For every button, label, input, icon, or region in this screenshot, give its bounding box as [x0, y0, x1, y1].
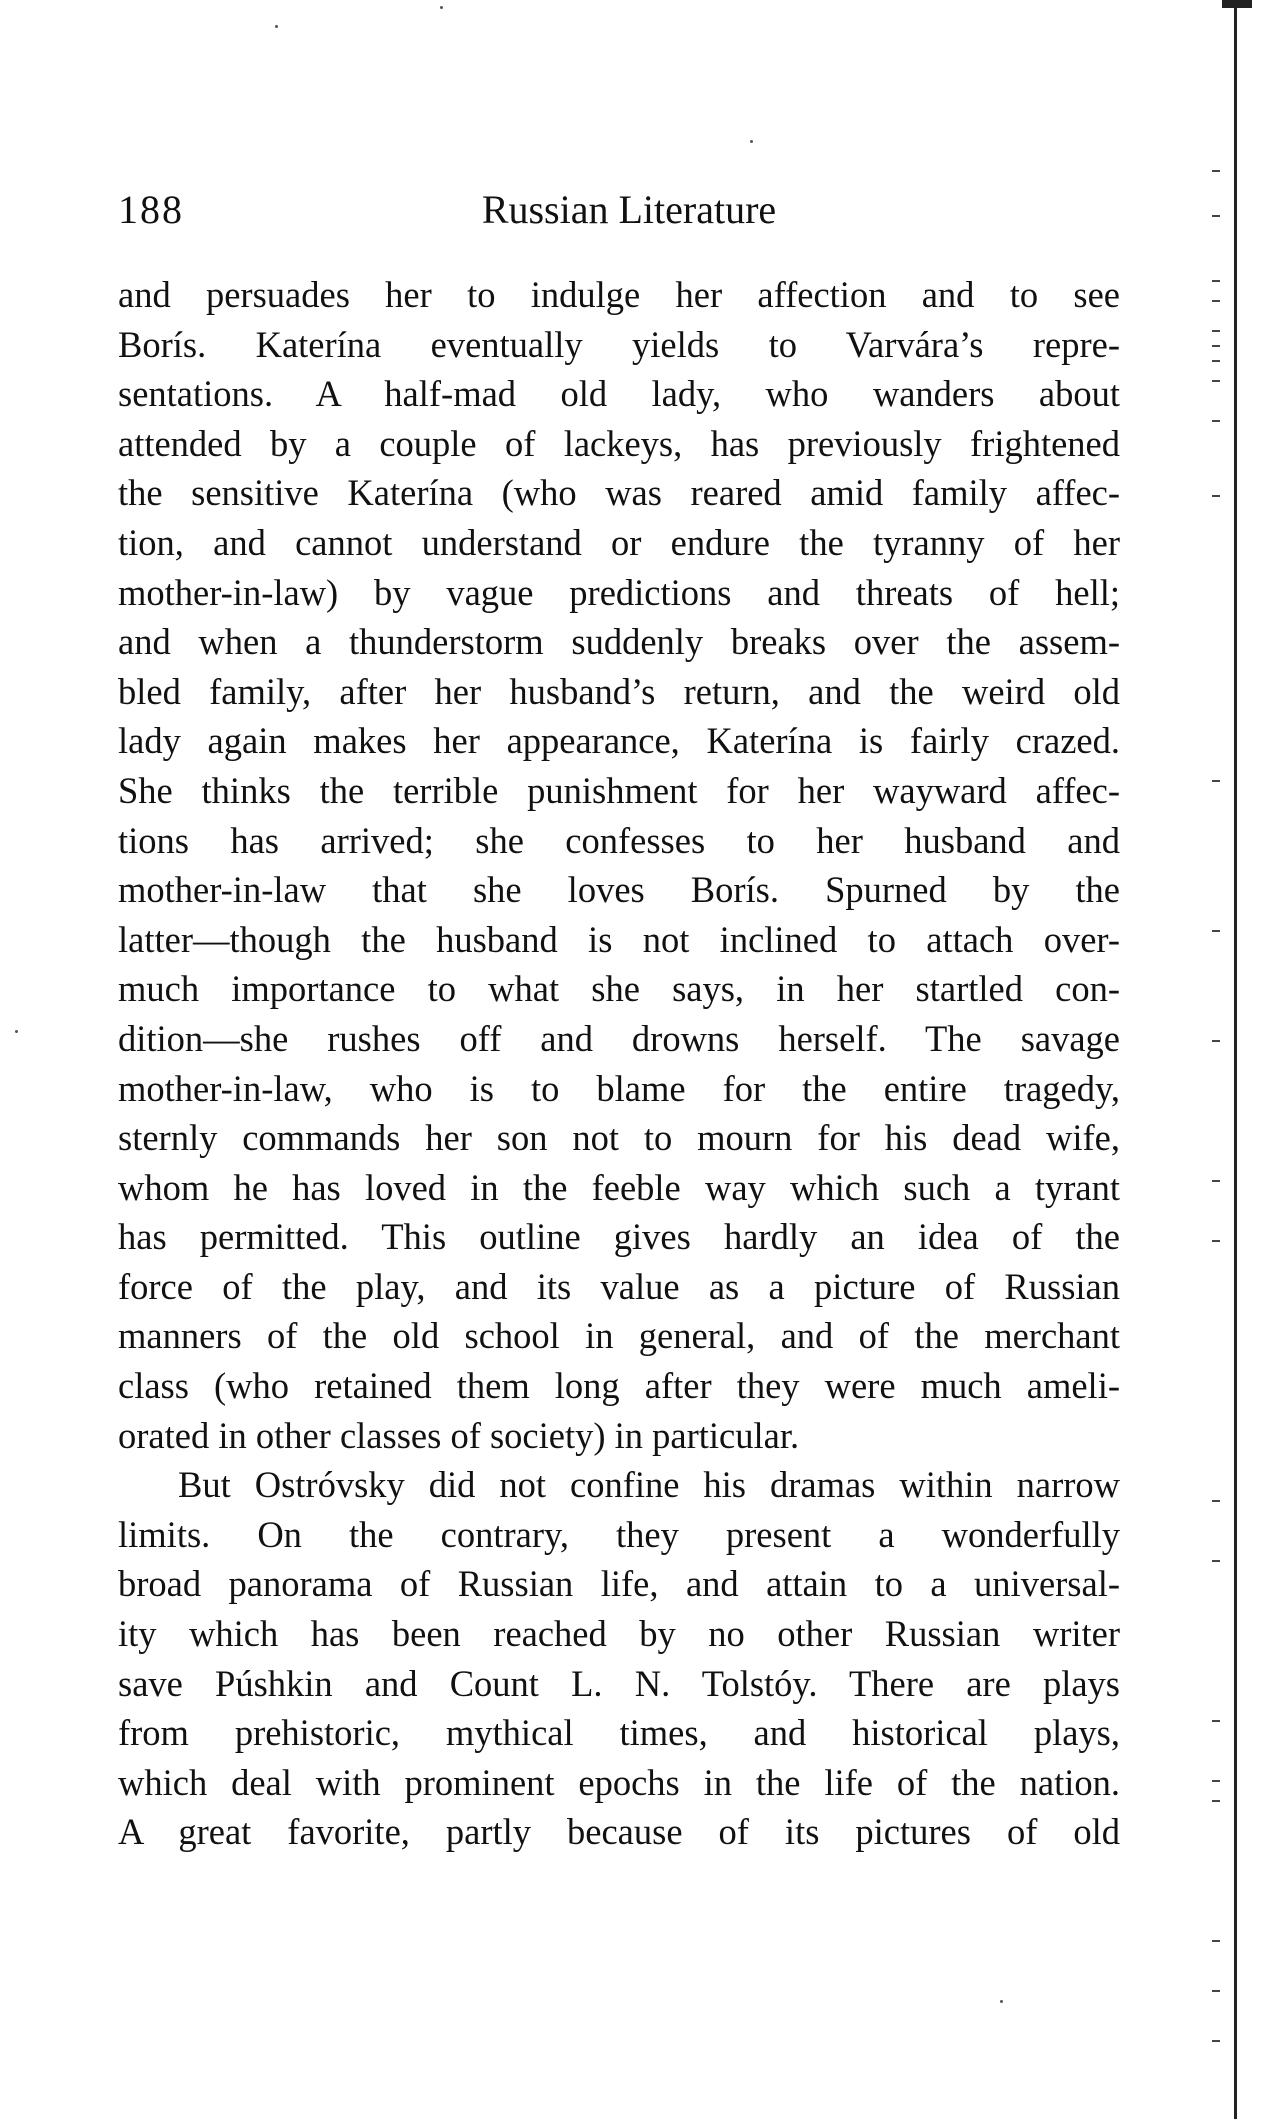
text-line: whom he has loved in the feeble way which such a tyrant	[118, 1166, 1120, 1208]
text-line: much importance to what she says, in her startled con-	[118, 968, 1120, 1010]
text-line: and persuades her to indulge her affection and to see	[118, 274, 1120, 315]
margin-dash	[1212, 380, 1220, 382]
text-line: which deal with prominent epochs in the life of the nation.	[118, 1761, 1120, 1803]
page-header	[118, 186, 1120, 236]
text-line: limits. On the contrary, they present a wonderfully	[118, 1513, 1120, 1555]
margin-dash	[1212, 1500, 1220, 1502]
text-line: lady again makes her appearance, Katerína is fairly crazed.	[118, 720, 1120, 762]
margin-dash	[1212, 1940, 1220, 1942]
page-body	[118, 270, 1120, 1857]
text-line: save Púshkin and Count L. N. Tolstóy. There are plays	[118, 1662, 1120, 1704]
text-line: orated in other classes of society) in particular.	[118, 1414, 800, 1456]
scan-speck	[15, 1030, 18, 1033]
margin-dash	[1212, 495, 1220, 497]
text-line: But Ostróvsky did not confine his dramas within narrow	[178, 1464, 1120, 1506]
paragraph-2	[118, 1460, 1120, 1857]
text-line: latter—though the husband is not inclined to attach over-	[118, 918, 1120, 960]
text-line: force of the play, and its value as a picture of Russian	[118, 1265, 1120, 1307]
text-line: broad panorama of Russian life, and attain to a universal-	[118, 1563, 1120, 1605]
margin-dash	[1212, 2040, 1220, 2042]
text-line: sternly commands her son not to mourn for his dead wife,	[118, 1117, 1120, 1159]
scan-speck	[440, 6, 443, 9]
text-line: tions has arrived; she confesses to her husband and	[118, 819, 1120, 861]
margin-dash	[1212, 780, 1220, 782]
text-line: attended by a couple of lackeys, has previously frightened	[118, 422, 1120, 464]
text-line: A great favorite, partly because of its pictures of old	[118, 1811, 1120, 1853]
running-title: Russian Literature	[481, 187, 777, 232]
scan-speck	[1000, 2000, 1003, 2003]
text-line: bled family, after her husband’s return, and the weird old	[118, 670, 1120, 712]
margin-dash	[1212, 280, 1220, 282]
text-line: ity which has been reached by no other Russian writer	[118, 1613, 1120, 1655]
page-edge-divider	[1234, 0, 1237, 2119]
text-line: Borís. Katerína eventually yields to Varvára’s repre-	[118, 323, 1120, 365]
margin-dash	[1212, 1240, 1220, 1242]
margin-dash	[1212, 1180, 1220, 1182]
margin-dash	[1212, 1800, 1220, 1802]
margin-dash	[1212, 1560, 1220, 1562]
margin-dash	[1212, 330, 1220, 332]
text-line: from prehistoric, mythical times, and historical plays,	[118, 1712, 1120, 1754]
margin-dash	[1212, 170, 1220, 172]
margin-dash	[1212, 300, 1220, 302]
text-line: mother-in-law) by vague predictions and threats of hell;	[118, 571, 1120, 613]
margin-dash	[1212, 345, 1220, 347]
text-line: mother-in-law, who is to blame for the entire tragedy,	[118, 1067, 1120, 1109]
scan-speck	[275, 25, 278, 28]
margin-dash	[1212, 420, 1220, 422]
page-number: 188	[118, 187, 184, 232]
margin-dash	[1212, 930, 1220, 932]
margin-dash	[1212, 1780, 1220, 1782]
text-line: dition—she rushes off and drowns herself. The savage	[118, 1017, 1120, 1059]
margin-dash	[1212, 1040, 1220, 1042]
page-edge-mark	[1222, 0, 1252, 8]
margin-dash	[1212, 1990, 1220, 1992]
text-line: tion, and cannot understand or endure the tyranny of her	[118, 521, 1120, 563]
margin-dash	[1212, 1720, 1220, 1722]
text-line: and when a thunderstorm suddenly breaks over the assem-	[118, 621, 1120, 663]
margin-dash	[1212, 360, 1220, 362]
text-line: class (who retained them long after they were much ameli-	[118, 1365, 1120, 1407]
text-line: mother-in-law that she loves Borís. Spurned by the	[118, 869, 1120, 911]
text-line: sentations. A half-mad old lady, who wanders about	[118, 373, 1120, 415]
text-line: manners of the old school in general, and of the merchant	[118, 1315, 1120, 1357]
text-line: the sensitive Katerína (who was reared amid family affec-	[118, 472, 1120, 514]
text-line: has permitted. This outline gives hardly an idea of the	[118, 1216, 1120, 1258]
margin-dash	[1212, 215, 1220, 217]
scan-speck	[750, 140, 753, 143]
paragraph-1	[118, 270, 1120, 1460]
text-line: She thinks the terrible punishment for her wayward affec-	[118, 769, 1120, 811]
